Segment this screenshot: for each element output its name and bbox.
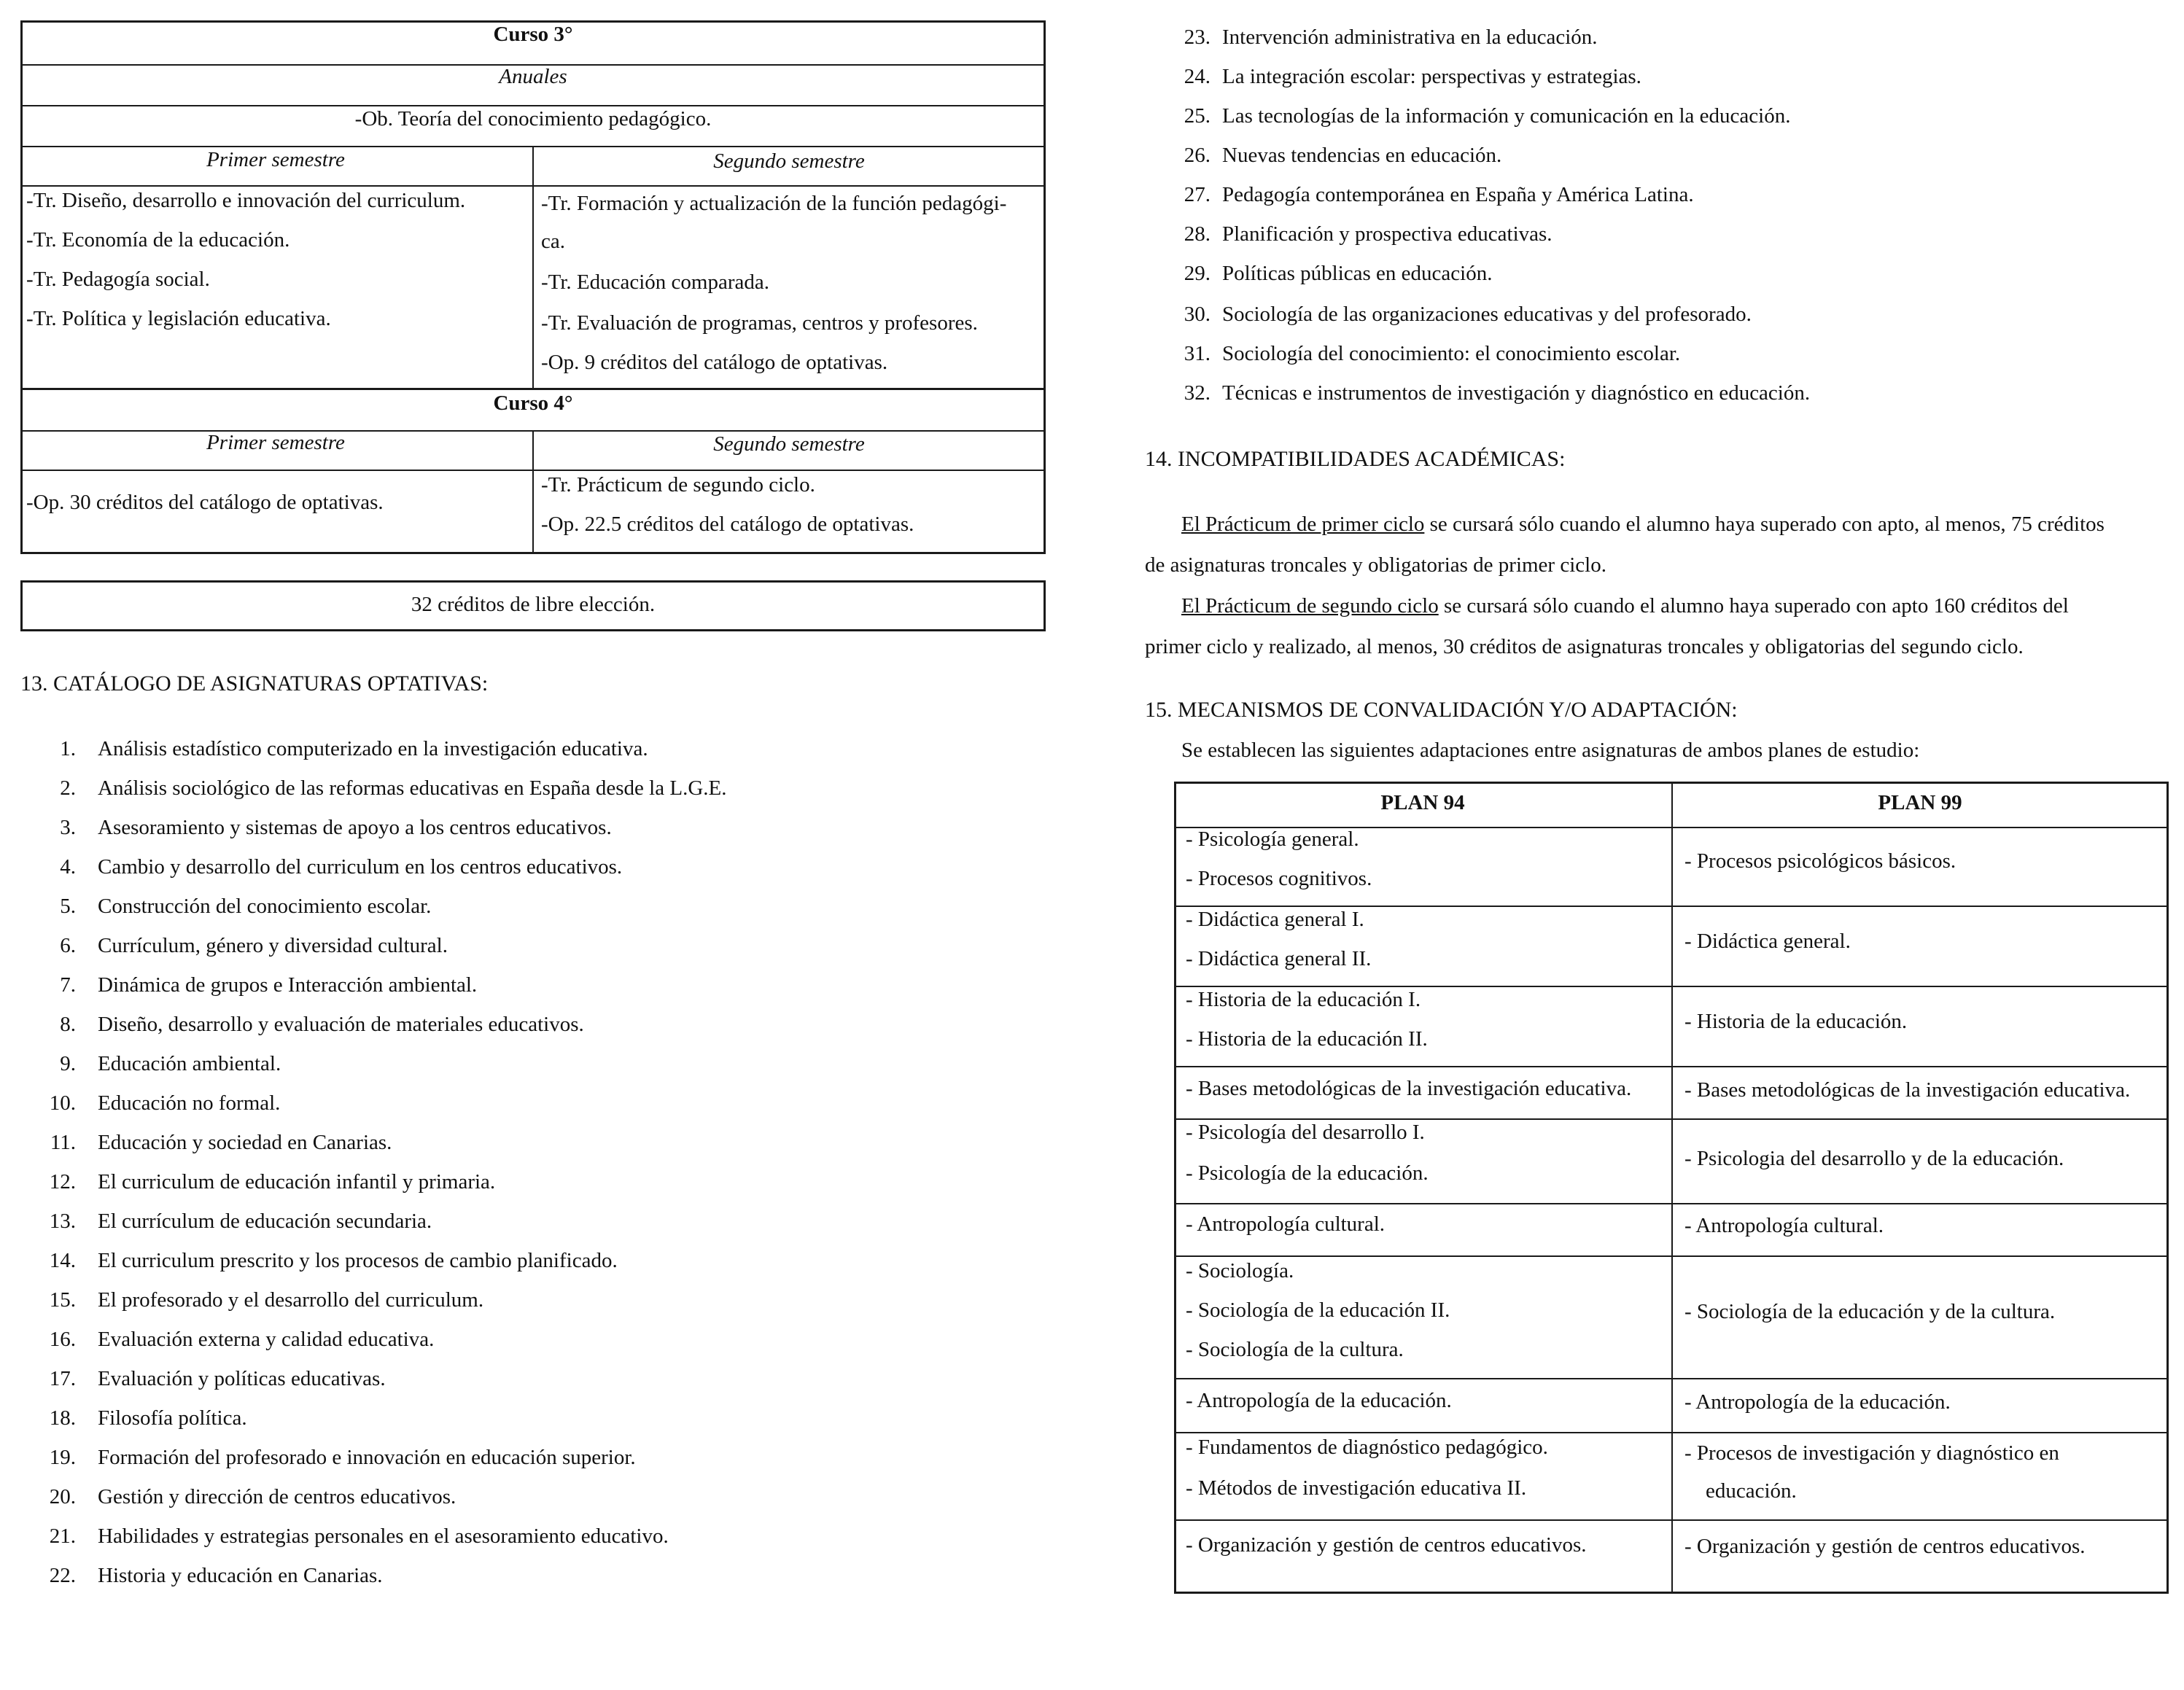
plan99-cell: - Procesos de investigación y diagnóstico en [1684, 1441, 2059, 1465]
list-item: Dinámica de grupos e Interacción ambiental. [98, 973, 478, 997]
curso3-title: Curso 3° [493, 23, 573, 46]
curso3-left-item: -Tr. Pedagogía social. [26, 268, 210, 291]
list-item: El curriculum prescrito y los procesos de cambio planificado. [98, 1249, 618, 1272]
list-item: Filosofía política. [98, 1406, 247, 1430]
list-number: 27. [1184, 183, 1210, 206]
plan99-cell: - Organización y gestión de centros educativos. [1684, 1535, 2086, 1558]
plan94-cell: - Didáctica general I. [1186, 908, 1364, 931]
section15-intro: Se establecen las siguientes adaptaciones entre asignaturas de ambos planes de estudio: [1181, 739, 1920, 762]
plan94-cell: - Fundamentos de diagnóstico pedagógico. [1186, 1436, 1548, 1459]
list-item: Evaluación externa y calidad educativa. [98, 1328, 435, 1351]
column-divider [1671, 782, 1673, 1594]
list-number: 10. [49, 1091, 76, 1115]
plan99-cell: - Historia de la educación. [1684, 1010, 1908, 1033]
curso3-segundo-semestre: Segundo semestre [713, 149, 865, 173]
plan94-cell: - Psicología del desarrollo I. [1186, 1121, 1425, 1144]
plan94-cell: - Procesos cognitivos. [1186, 867, 1372, 890]
divider [1174, 1519, 2169, 1521]
plan94-cell: - Métodos de investigación educativa II. [1186, 1476, 1527, 1500]
list-number: 26. [1184, 144, 1210, 167]
list-item: Currículum, género y diversidad cultural. [98, 934, 448, 957]
list-number: 7. [60, 973, 76, 997]
list-item: Pedagogía contemporánea en España y América Latina. [1222, 183, 1694, 206]
plan94-cell: - Organización y gestión de centros educativos. [1186, 1533, 1587, 1557]
list-number: 14. [49, 1249, 76, 1272]
list-number: 19. [49, 1446, 76, 1469]
list-number: 6. [60, 934, 76, 957]
section13-title: 13. CATÁLOGO DE ASIGNATURAS OPTATIVAS: [20, 671, 489, 696]
section14-paragraph-2-line2: primer ciclo y realizado, al menos, 30 créditos de asignaturas troncales y obligatorias del segundo ciclo. [1145, 635, 2024, 658]
list-item: Políticas públicas en educación. [1222, 262, 1493, 285]
list-number: 30. [1184, 303, 1210, 326]
plan94-cell: - Antropología de la educación. [1186, 1389, 1452, 1412]
list-number: 18. [49, 1406, 76, 1430]
list-number: 5. [60, 895, 76, 918]
practicum-primer-ciclo: El Prácticum de primer ciclo [1181, 513, 1425, 536]
plan94-cell: - Sociología de la educación II. [1186, 1298, 1450, 1322]
list-number: 11. [50, 1131, 76, 1154]
list-item: Asesoramiento y sistemas de apoyo a los centros educativos. [98, 816, 612, 839]
list-item: Técnicas e instrumentos de investigación y diagnóstico en educación. [1222, 381, 1811, 405]
list-number: 13. [49, 1210, 76, 1233]
list-number: 31. [1184, 342, 1210, 365]
curso3-right-item: -Tr. Formación y actualización de la función pedagógi- [541, 192, 1007, 215]
plan94-cell: - Psicología general. [1186, 828, 1359, 851]
divider [1174, 1255, 2169, 1257]
list-item: Diseño, desarrollo y evaluación de materiales educativos. [98, 1013, 584, 1036]
curso4-primer-semestre: Primer semestre [206, 431, 345, 454]
list-item: Historia y educación en Canarias. [98, 1564, 383, 1587]
curso4-title: Curso 4° [493, 392, 573, 415]
list-number: 17. [49, 1367, 76, 1390]
plan99-cell: - Antropología cultural. [1684, 1214, 1884, 1237]
list-number: 2. [60, 776, 76, 800]
plan99-cell: educación. [1684, 1479, 1797, 1503]
divider [1174, 1203, 2169, 1204]
curso3-left-item: -Tr. Política y legislación educativa. [26, 307, 331, 330]
list-item: Habilidades y estrategias personales en el asesoramiento educativo. [98, 1524, 669, 1548]
list-number: 16. [49, 1328, 76, 1351]
plan94-cell: - Historia de la educación II. [1186, 1027, 1428, 1051]
plan99-cell: - Didáctica general. [1684, 930, 1851, 953]
anuales-label: Anuales [499, 65, 567, 88]
curso4-left-item: -Op. 30 créditos del catálogo de optativas. [26, 491, 384, 514]
libre-eleccion-text: 32 créditos de libre elección. [411, 593, 656, 616]
list-item: Sociología del conocimiento: el conocimiento escolar. [1222, 342, 1681, 365]
list-number: 28. [1184, 222, 1210, 246]
section14-paragraph-1 [1181, 512, 2105, 537]
list-number: 12. [49, 1170, 76, 1193]
plan94-cell: - Antropología cultural. [1186, 1212, 1386, 1236]
plan94-cell: - Bases metodológicas de la investigación educativa. [1186, 1077, 1632, 1100]
list-item: Gestión y dirección de centros educativos. [98, 1485, 456, 1508]
list-number: 25. [1184, 104, 1210, 128]
section14-title: 14. INCOMPATIBILIDADES ACADÉMICAS: [1145, 447, 1566, 471]
list-item: El currículum de educación secundaria. [98, 1210, 432, 1233]
curso3-left-item: -Tr. Economía de la educación. [26, 228, 290, 252]
list-number: 21. [49, 1524, 76, 1548]
list-item: Análisis sociológico de las reformas educativas en España desde la L.G.E. [98, 776, 727, 800]
plan94-cell: - Psicología de la educación. [1186, 1161, 1429, 1185]
list-number: 32. [1184, 381, 1210, 405]
divider [1174, 1378, 2169, 1379]
curso4-right-item: -Tr. Prácticum de segundo ciclo. [541, 473, 815, 497]
curso4-right-item: -Op. 22.5 créditos del catálogo de optativas. [541, 513, 914, 536]
list-item: Construcción del conocimiento escolar. [98, 895, 432, 918]
list-item: Las tecnologías de la información y comunicación en la educación. [1222, 104, 1791, 128]
plan94-cell: - Historia de la educación I. [1186, 988, 1421, 1011]
list-item: Nuevas tendencias en educación. [1222, 144, 1502, 167]
list-item: Análisis estadístico computerizado en la investigación educativa. [98, 737, 648, 760]
column-divider [532, 430, 534, 554]
curso3-right-item: -Tr. Educación comparada. [541, 270, 769, 294]
plan94-header: PLAN 94 [1380, 791, 1465, 814]
plan94-cell: - Sociología de la cultura. [1186, 1338, 1404, 1361]
list-number: 22. [49, 1564, 76, 1587]
list-item: Sociología de las organizaciones educativas y del profesorado. [1222, 303, 1752, 326]
list-number: 3. [60, 816, 76, 839]
list-item: El curriculum de educación infantil y primaria. [98, 1170, 496, 1193]
plan99-header: PLAN 99 [1878, 791, 1962, 814]
list-item: La integración escolar: perspectivas y estrategias. [1222, 65, 1641, 88]
divider [1174, 1432, 2169, 1433]
paragraph-text: se cursará sólo cuando el alumno haya superado con apto 160 créditos del [1438, 594, 2069, 618]
list-item: El profesorado y el desarrollo del curriculum. [98, 1288, 484, 1312]
plan94-cell: - Sociología. [1186, 1259, 1294, 1282]
list-number: 23. [1184, 26, 1210, 49]
practicum-segundo-ciclo: El Prácticum de segundo ciclo [1181, 594, 1439, 618]
plan99-cell: - Antropología de la educación. [1684, 1390, 1951, 1414]
curso4-segundo-semestre: Segundo semestre [713, 432, 865, 456]
list-item: Cambio y desarrollo del curriculum en los centros educativos. [98, 855, 623, 879]
section14-paragraph-2 [1181, 593, 2069, 619]
list-item: Planificación y prospectiva educativas. [1222, 222, 1552, 246]
curso3-left-item: -Tr. Diseño, desarrollo e innovación del curriculum. [26, 189, 466, 212]
section15-title: 15. MECANISMOS DE CONVALIDACIÓN Y/O ADAPTACIÓN: [1145, 698, 1738, 722]
list-item: Educación no formal. [98, 1091, 281, 1115]
ob-teoria: -Ob. Teoría del conocimiento pedagógico. [354, 107, 712, 131]
divider [1174, 1066, 2169, 1067]
list-number: 8. [60, 1013, 76, 1036]
list-item: Formación del profesorado e innovación en educación superior. [98, 1446, 636, 1469]
divider [20, 388, 1046, 390]
list-number: 29. [1184, 262, 1210, 285]
curso3-right-item: -Tr. Evaluación de programas, centros y profesores. [541, 311, 978, 335]
section14-paragraph-1-line2: de asignaturas troncales y obligatorias de primer ciclo. [1145, 553, 1606, 577]
list-item: Educación ambiental. [98, 1052, 281, 1075]
curso3-right-item: ca. [541, 230, 565, 253]
list-item: Educación y sociedad en Canarias. [98, 1131, 392, 1154]
plan99-cell: - Procesos psicológicos básicos. [1684, 849, 1956, 873]
list-item: Intervención administrativa en la educación. [1222, 26, 1598, 49]
list-number: 1. [60, 737, 76, 760]
paragraph-text: se cursará sólo cuando el alumno haya superado con apto, al menos, 75 créditos [1424, 513, 2105, 536]
list-number: 24. [1184, 65, 1210, 88]
list-item: Evaluación y políticas educativas. [98, 1367, 386, 1390]
list-number: 15. [49, 1288, 76, 1312]
list-number: 4. [60, 855, 76, 879]
curso3-primer-semestre: Primer semestre [206, 148, 345, 171]
list-number: 20. [49, 1485, 76, 1508]
plan99-cell: - Psicologia del desarrollo y de la educación. [1684, 1147, 2064, 1170]
plan99-cell: - Bases metodológicas de la investigación educativa. [1684, 1078, 2131, 1102]
list-number: 9. [60, 1052, 76, 1075]
curso3-right-item: -Op. 9 créditos del catálogo de optativas. [541, 351, 888, 374]
plan99-cell: - Sociología de la educación y de la cultura. [1684, 1300, 2056, 1323]
plan94-cell: - Didáctica general II. [1186, 947, 1372, 970]
column-divider [532, 146, 534, 388]
